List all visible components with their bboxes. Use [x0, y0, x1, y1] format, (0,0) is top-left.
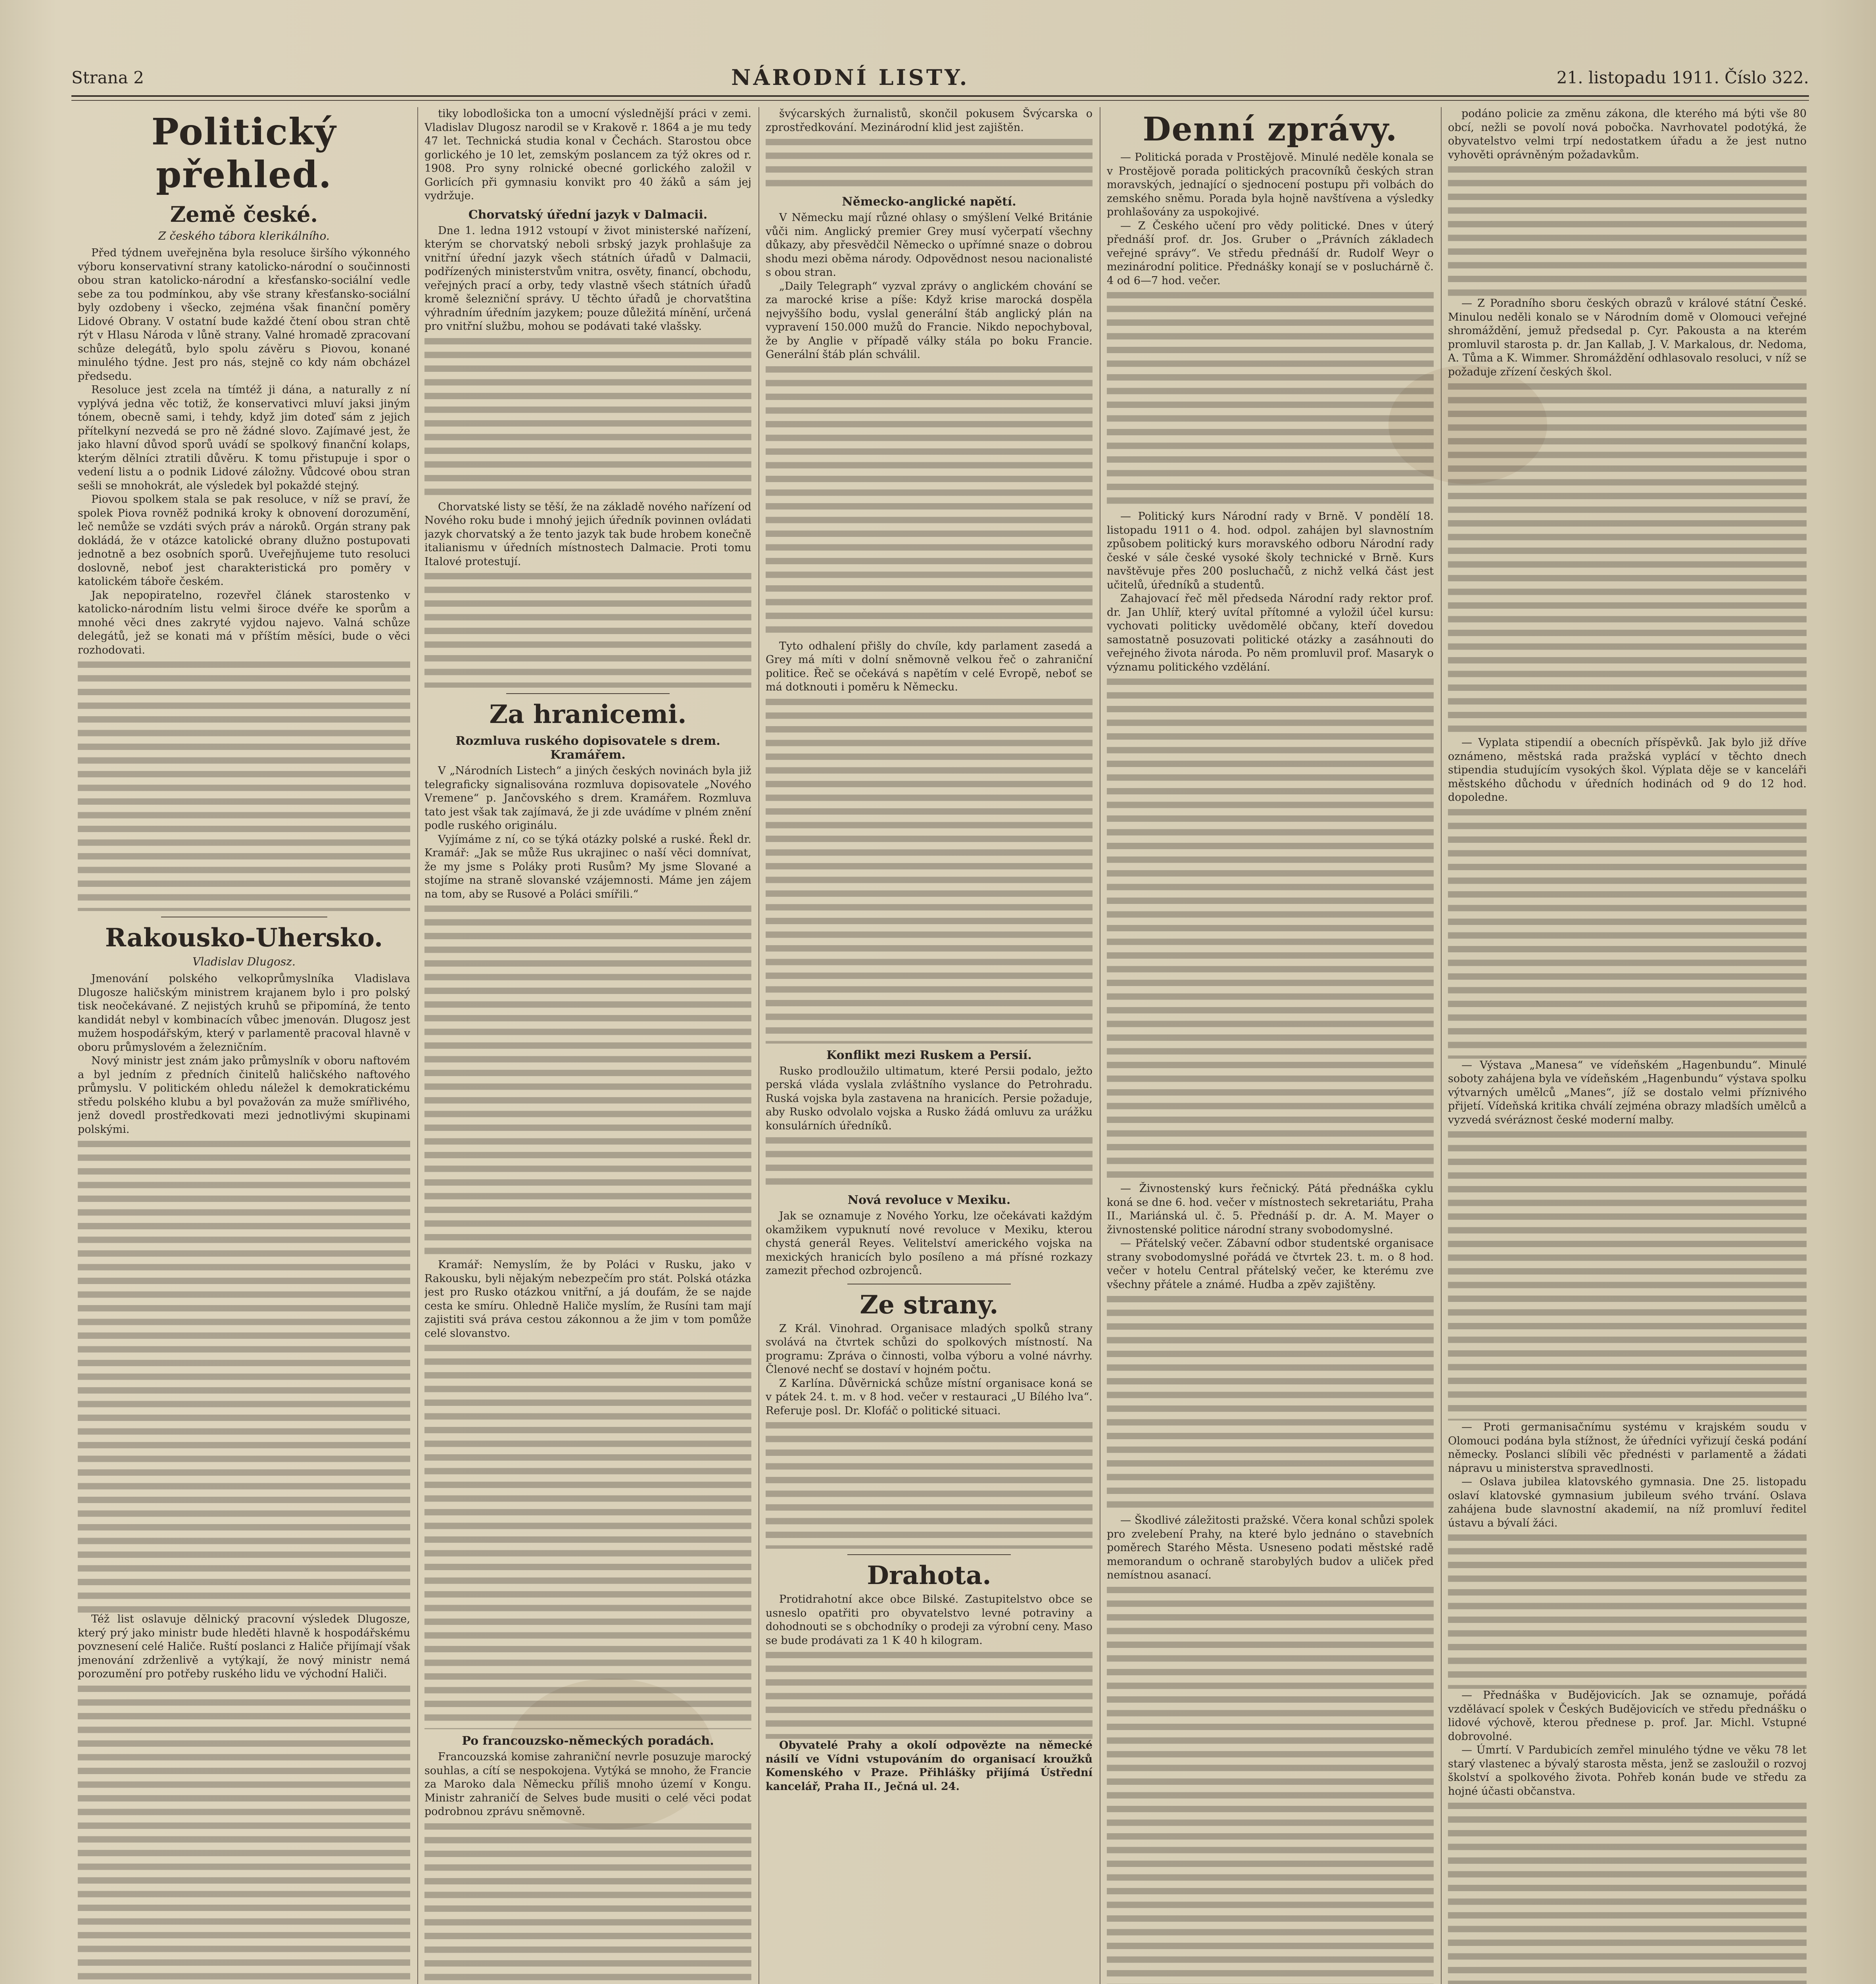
article-paragraph: Jmenování polského velkoprůmyslníka Vladislava Dlugosze haličským ministrem krajanem bylo i pro polský tisk neočekávané. Z nejistých kruhů se připomíná, že tento kandidát nebyl v kombinacích vůbec jmenován. Dlugosz jest mužem hospodářským, který v parlamentě pracoval hlavně v oboru průmyslovém a železničním.	[78, 973, 410, 1054]
article-paragraph: — Politická porada v Prostějově. Minulé neděle konala se v Prostějově porada politických pracovníků českých stran moravských, jednající o sjednocení postupu při volbách do zemského sněmu. Porada byla hojně navštívena a výsledky prohlašovány za uspokojivé.	[1107, 151, 1434, 218]
column-separator	[1441, 107, 1442, 1984]
article-paragraph: Z Král. Vinohrad. Organisace mladých spolků strany svolává na čtvrtek schůzi do spolkových místností. Na programu: Zpráva o činnosti, volba výboru a volné návrhy. Členové nechť se dostaví v hojném počtu.	[766, 1322, 1093, 1376]
article-paragraph: Vyjímáme z ní, co se týká otázky polské a ruské. Řekl dr. Kramář: „Jak se může Rus ukrajinec o naší věci domnívat, že my jsme s Poláky proti Rusům? My jsme Slované a stojíme na straně slovanské vzájemnosti. Máme jen zájem na tom, aby se Rusové a Poláci smířili.“	[424, 833, 751, 900]
article-paragraph: — Úmrtí. V Pardubicích zemřel minulého týdne ve věku 78 let starý vlastenec a bývalý starosta města, jenž se zasloužil o rozvoj školství a spolkového života. Pohřeb konán bude ve středu za hojné účasti občanstva.	[1448, 1744, 1807, 1798]
column-3	[766, 107, 1093, 1984]
column-5	[1448, 107, 1807, 1984]
article-paragraph: Nový ministr jest znám jako průmyslník v oboru naftovém a byl jedním z předních činitelů haličského naftového průmyslu. V politickém ohledu náležel k demokratickému středu polského klubu a byl považován za muže smířlivého, jenž dovedl prostředkovati mezi jednotlivými skupinami polskými.	[78, 1055, 410, 1136]
article-paragraph: — Přátelský večer. Zábavní odbor studentské organisace strany svobodomyslné pořádá ve čtvrtek 23. t. m. o 8 hod. večer v hotelu Central přátelský večer, ke kterému zve všechny přátele a známé. Hudba a zpěv zajištěny.	[1107, 1237, 1434, 1291]
text-block	[424, 334, 751, 500]
article-paragraph: Francouzská komise zahraniční nevrle posuzuje marocký souhlas, a cítí se nespokojena. Vytýká se mnoho, že Francie za Maroko dala Německu příliš mnoho území v Kongu. Ministr zahraničí de Selves bude musiti o celé věci podat podrobnou zprávu sněmovně.	[424, 1751, 751, 1818]
text-block	[424, 1819, 751, 1984]
text-block	[1448, 162, 1807, 297]
article-paragraph: — Přednáška v Budějovicích. Jak se oznamuje, pořádá vzdělávací spolek v Českých Budějovicích ve středu přednášku o lidové výchově, kterou přednese p. prof. Jar. Michl. Vstupné dobrovolné.	[1448, 1689, 1807, 1743]
column-4	[1107, 107, 1434, 1984]
column-separator	[758, 107, 759, 1984]
text-block	[766, 362, 1093, 640]
article-paragraph: Protidrahotní akce obce Bilské. Zastupitelstvo obce se usneslo opatřiti pro obyvatelstvo levné potraviny a dohodnouti se s obchodníky o prodeji za výrobní ceny. Maso se bude prodávati za 1 K 40 h kilogram.	[766, 1593, 1093, 1647]
article-heading: Po francouzsko-německých poradách.	[462, 1734, 714, 1748]
text-block	[766, 694, 1093, 1044]
column-2	[424, 107, 751, 1984]
article-paragraph: Tyto odhalení přišly do chvíle, kdy parlament zasedá a Grey má míti v dolní sněmovně velkou řeč o zahraniční politice. Řeč se očekává s napětím v celé Evropě, neboť se má dotknouti i poměru k Německu.	[766, 640, 1093, 693]
notice-paragraph: Obyvatelé Prahy a okolí odpovězte na německé násilí ve Vídni vstupováním do organisací kroužků Komenského v Praze. Přihlášky přijímá Ústřední kancelář, Praha II., Ječná ul. 24.	[766, 1739, 1093, 1793]
article-paragraph: — Z Poradního sboru českých obrazů v králové státní České. Minulou neděli konalo se v Národním domě v Olomouci veřejné shromáždění, jemuž předsedal p. Cyr. Pakousta a na kterém promluvil starosta p. dr. Jan Kallab, J. V. Markalous, dr. Nedoma, A. Tůma a K. Wimmer. Shromáždění odhlasovalo resoluci, v níž se požaduje zřízení českých škol.	[1448, 297, 1807, 378]
article-paragraph: Piovou spolkem stala se pak resoluce, v níž se praví, že spolek Piova rovněž podniká kroky k obnovení dorozumění, leč nemůže se vzdáti svých práv a nároků. Orgán strany pak dokládá, že v otázce katolické obrany dlužno postupovati jednotně a bez osobních sporů. Uveřejňujeme tuto resoluci doslovně, neboť jest charakteristická pro poměry v katolickém táboře českém.	[78, 493, 410, 588]
section-title: Politický přehled.	[151, 110, 337, 196]
article-heading: Chorvatský úřední jazyk v Dalmacii.	[468, 208, 708, 222]
article-paragraph: — Živnostenský kurs řečnický. Pátá přednáška cyklu koná se dne 6. hod. večer v místnostech sekretariátu, Praha II., Mariánská ul. č. 5. Přednáší p. dr. A. M. Mayer o živnostenské politice národní strany svobodomyslné.	[1107, 1182, 1434, 1236]
text-block	[1107, 288, 1434, 510]
article-paragraph: — Vyplata stipendií a obecních příspěvků. Jak bylo již dříve oznámeno, městská rada pražská vyplácí v těchto dnech stipendia studujícím vysokých škol. Výplata děje se v kanceláři městského důchodu v úředních hodinách od 9 do 12 hod. dopoledne.	[1448, 736, 1807, 804]
section-heading: Země české.	[170, 202, 318, 227]
text-block	[78, 1681, 410, 1984]
article-paragraph: podáno policie za změnu zákona, dle kterého má býti vše 80 obcí, nežli se povolí nová pobočka. Navrhovatel podotýká, že obyvatelstvo velmi trpí nedostatkem úřadu a že jest nutno vyhověti oprávněným požadavkům.	[1448, 108, 1807, 161]
column-separator	[417, 107, 418, 1984]
section-title: Denní zprávy.	[1142, 110, 1398, 148]
article-heading: Konflikt mezi Ruskem a Persií.	[826, 1048, 1032, 1062]
text-block	[766, 135, 1093, 190]
article-paragraph: Jak se oznamuje z Nového Yorku, lze očekávati každým okamžikem vypuknutí nové revoluce v Mexiku, kterou chystá generál Reyes. Velitelství amerického vojska na mexických hranicích bylo posíleno a má přísné rozkazy zamezit přechod ozbrojenců.	[766, 1210, 1093, 1277]
article-paragraph: — Výstava „Manesa“ ve vídeňském „Hagenbundu“. Minulé soboty zahájena byla ve vídeňském „Hagenbundu“ výstava spolku výtvarných umělců „Manes“, jíž se dostalo velmi příznivého přijetí. Vídeňská kritika chválí zejména obrazy mladších umělců a vyzvedá svéráznost české moderní malby.	[1448, 1059, 1807, 1126]
article-paragraph: Jak nepopiratelno, rozevřel článek starostenko v katolicko-národním listu velmi široce dvéře ke sporům a mnohé věci dnes zakryté vyjdou najevo. Valná schůze delegátů, jež se konati má v příštím měsíci, bude o věci rozhodovati.	[78, 589, 410, 656]
article-paragraph: Rusko prodloužilo ultimatum, které Persii podalo, ježto perská vláda vyslala zvláštního vyslance do Petrohradu. Ruská vojska byla zastavena na hranicích. Persie požaduje, aby Rusko odvolalo vojska a Rusko žádá omluvu za urážku konsulárních úředníků.	[766, 1065, 1093, 1132]
article-paragraph: Dne 1. ledna 1912 vstoupí v život ministerské nařízení, kterým se chorvatský neboli srbský jazyk prohlašuje za vnitřní úřední jazyk všech státních úřadů v Dalmacii, podřízených ministerstvům vnitra, osvěty, financí, obchodu, veřejných prací a orby, tedy vlastně všech státních úřadů kromě šelezniční správy. U těchto úřadů je chorvatština výhradním úředním jazykem; pouze důležitá mínění, určená pro vnitřní službu, mohou se podávati také vlašsky.	[424, 224, 751, 333]
text-block	[78, 657, 410, 911]
article-paragraph: Chorvatské listy se těší, že na základě nového nařízení od Nového roku bude i mnohý jejich úředník povinnen ovládati jazyk chorvatský a že tento jazyk tak bude hrobem konečně italianismu v úředních místnostech Dalmacie. Proti tomu Italové protestují.	[424, 500, 751, 568]
article-paragraph: Kramář: Nemyslím, že by Poláci v Rusku, jako v Rakousku, byli nějakým nebezpečím pro stát. Polská otázka jest pro Rusko otázkou vnitřní, a já doufám, že se najde cesta ke smíru. Ohledně Haliče myslím, že Rusíni tam mají zajistiti svá práva cestou zákonnou a že jim v tom pomůže celé slovanstvo.	[424, 1259, 751, 1340]
text-block	[1107, 674, 1434, 1182]
text-block	[78, 1136, 410, 1613]
section-heading: Drahota.	[867, 1561, 991, 1590]
header-rule	[71, 100, 1809, 101]
article-heading: Nová revoluce v Mexiku.	[847, 1193, 1011, 1207]
article-paragraph: Z Karlína. Důvěrnická schůze místní organisace koná se v pátek 24. t. m. v 8 hod. večer v restauraci „U Bílého lva“. Referuje posl. Dr. Klofáč o politické situaci.	[766, 1377, 1093, 1417]
text-block	[1448, 1530, 1807, 1689]
text-block	[1107, 1582, 1434, 1984]
article-paragraph: švýcarských žurnalistů, skončil pokusem Švýcarska o zprostředkování. Mezinárodní klid jest zajištěn.	[766, 108, 1093, 134]
text-block	[766, 1648, 1093, 1739]
article-paragraph: — Politický kurs Národní rady v Brně. V pondělí 18. listopadu 1911 o 4. hod. odpol. zahájen byl slavnostním způsobem politický kurs moravského odboru Národní rady české v sále české vysoké školy technické v Brně. Kurs navštěvuje přes 200 posluchačů, z nichž velká část jest učitelů, úředníků a studentů.	[1107, 510, 1434, 591]
text-block	[1448, 805, 1807, 1059]
page-header	[71, 60, 1809, 97]
article-paragraph: — Oslava jubilea klatovského gymnasia. Dne 25. listopadu oslaví klatovské gymnasium jubileum svého trvání. Oslava zahájena bude slavnostní akademií, na níž promluví ředitel ústavu a bývalí žáci.	[1448, 1476, 1807, 1529]
section-heading: Rakousko-Uhersko.	[105, 923, 383, 953]
text-block	[1448, 379, 1807, 736]
text-block	[424, 901, 751, 1258]
text-block	[766, 1133, 1093, 1188]
section-heading: Ze strany.	[860, 1290, 998, 1320]
article-paragraph: Zahajovací řeč měl předseda Národní rady rektor prof. dr. Jan Uhlíř, který uvítal přítomné a vyložil účel kursu: vychovati politicky uvědomělé občany, kteří dovedou samostatně posuzovati politické otázky a zasáhnouti do veřejného života národa. Po něm promluvil prof. Masaryk o významu politického vzdělání.	[1107, 592, 1434, 673]
text-block	[1448, 1127, 1807, 1421]
article-paragraph: Resoluce jest zcela na tímtéž ji dána, a naturally z ní vyplývá jedna věc totiž, že konservativci mluví jaksi jiným tónem, obecně sami, i tehdy, když jim doteď sám z jejich přítelkyní nezvedá se pro ně žádné slovo. Zajímavé jest, že jako hlavní důvod sporů uvádí se spolkový finanční kolaps, kterým dělníci ztratili důvěru. K tomu přistupuje i spor o vedení listu a o podnik Lidové záložny. Vůdcové obou stran sešli se mnohokrát, ale výsledek byl pokaždé stejný.	[78, 384, 410, 492]
article-heading: Rozmluva ruského dopisovatele s drem. Kramářem.	[455, 734, 720, 762]
column-1	[78, 107, 410, 1984]
article-subheading: Z českého tábora klerikálního.	[158, 229, 330, 242]
article-paragraph: — Proti germanisačnímu systému v krajském soudu v Olomouci podána byla stížnost, že úředníci vyřizují česká podání německy. Poslanci slíbili věc přednésti v parlamentě a žádati nápravu u ministerstva spravedlnosti.	[1448, 1421, 1807, 1475]
text-block	[1448, 1798, 1807, 1984]
article-heading: Německo-anglické napětí.	[842, 195, 1016, 209]
masthead: NÁRODNÍ LISTY.	[731, 65, 970, 90]
divider	[847, 1554, 1011, 1555]
divider	[506, 693, 670, 694]
article-subheading: Vladislav Dlugosz.	[192, 955, 296, 968]
text-block	[424, 1340, 751, 1729]
article-paragraph: Též list oslavuje dělnický pracovní výsledek Dlugosze, který prý jako ministr bude hleděti hlavně k hospodářskému povznesení celé Haliče. Ruští poslanci z Haliče přijímají však jmenování zdrženlivě a vytýkají, že nový ministr nemá porozumění pro potřeby ruského lidu ve východní Haliči.	[78, 1613, 410, 1680]
text-block	[766, 1418, 1093, 1549]
issue-date: 21. listopadu 1911. Číslo 322.	[1556, 67, 1809, 87]
article-paragraph: „Daily Telegraph“ vyzval zprávy o anglickém chování se za marocké krise a píše: Když krise marocká dospěla nejvyššího bodu, vyslal generální štáb anglický plán na vypravení 150.000 mužů do Francie. Nikdo nepochyboval, že by Anglie v případě války stála po boku Francie. Generální štáb plán schválil.	[766, 280, 1093, 361]
section-heading: Za hranicemi.	[489, 700, 687, 729]
text-block	[1107, 1292, 1434, 1514]
article-paragraph: — Z Českého učení pro vědy politické. Dnes v úterý přednáší prof. dr. Jos. Gruber o „Právních základech veřejné správy“. Ve středu přednáší dr. Rudolf Weyr o mezinárodní politice. Přednášky konají se v posluchárně č. 4 od 6—7 hod. večer.	[1107, 219, 1434, 287]
article-paragraph: V Německu mají různé ohlasy o smýšlení Velké Británie vůči nim. Anglický premier Grey musí vyčerpatí všechny důkazy, aby přesvědčil Německo o upřímné snaze o dobrou shodu mezi oběma národy. Odpovědnost nesou nacionalisté s obou stran.	[766, 211, 1093, 279]
article-paragraph: — Škodlivé záležitosti pražské. Včera konal schůzi spolek pro zvelebení Prahy, na které bylo jednáno o stavebních poměrech Starého Města. Usneseno podati městské radě memorandum o ochraně starobylých budov a uliček před nemístnou asanací.	[1107, 1514, 1434, 1581]
article-paragraph: tiky lobodlošicka ton a umocní výslednější práci v zemi. Vladislav Dlugosz narodil se v Krakově r. 1864 a je mu tedy 47 let. Technická studia konal v Čechách. Starostou obce gorlického je 10 let, zemským poslancem za týž okres od r. 1908. Pro syny rolnické obecné gorlického založil v Gorlicích při gymnasiu konvikt pro 40 žáků a sám jej vydržuje.	[424, 108, 751, 202]
page-number: Strana 2	[71, 67, 144, 87]
article-paragraph: V „Národních Listech“ a jiných českých novinách byla již telegraficky signalisována rozmluva dopisovatele „Nového Vremene“ p. Jančovského s drem. Kramářem. Rozmluva tato jest však tak zajímavá, že ji zde uvádíme v plném znění podle ruského originálu.	[424, 765, 751, 832]
text-block	[424, 569, 751, 688]
article-paragraph: Před týdnem uveřejněna byla resoluce širšího výkonného výboru konservativní strany katolicko-národní o součinnosti obou stran katolicko-národní a křesťansko-sociální vedle sebe za tou podmínkou, aby vše strany křesťansko-sociální byly ozdobeny i všecko, zejména však finanční poměry Lidové Obrany. V ostatní bude každé čtení obou stran chtě rýt v Hlasu Národa v lůně strany. Valné hromadě zpracovaní schůze delegátů, bylo spolu závěru s Piovou, konané minulého týdne. Jest pro nás, stejně co kdy nám obcházel předsedu.	[78, 247, 410, 383]
